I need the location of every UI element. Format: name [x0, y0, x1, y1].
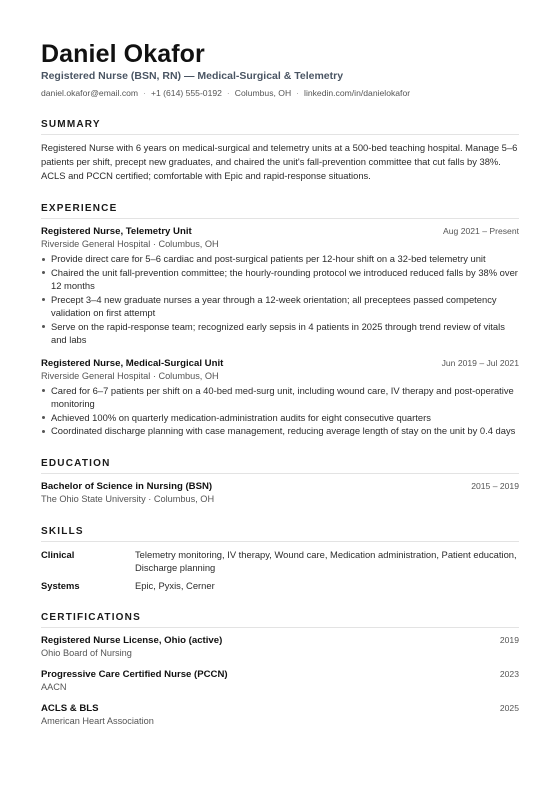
job-role: Registered Nurse, Medical-Surgical Unit — [41, 357, 224, 369]
skill-category: Clinical — [41, 548, 75, 560]
section-title: EXPERIENCE — [41, 203, 519, 219]
certification-header — [41, 702, 519, 715]
candidate-name: Daniel Okafor — [41, 40, 205, 68]
skill-category: Systems — [41, 579, 80, 591]
certification-header — [41, 668, 519, 681]
degree-name: Bachelor of Science in Nursing (BSN) — [41, 480, 213, 492]
education-header — [41, 480, 519, 493]
certification-name: ACLS & BLS — [41, 702, 99, 714]
candidate-headline: Registered Nurse (BSN, RN) — Medical-Surgical & Telemetry — [41, 70, 344, 82]
job-header — [41, 357, 519, 370]
certification-year: 2019 — [499, 634, 519, 645]
contact-separator: · — [226, 88, 230, 98]
skills-section — [41, 526, 519, 592]
summary-text: Registered Nurse with 6 years on medical-surgical and telemetry units at a 500-bed teaching hospital. Manage 5–6 patients per shift, precept new graduates, and chaired the unit's fall-prevention committee that cut falls by 38%. ACLS and PCCN certified; comfortable with Epic and rapid-response situations. — [41, 142, 518, 181]
education-entry — [41, 480, 519, 506]
certification-name: Progressive Care Certified Nurse (PCCN) — [41, 668, 228, 680]
skills-table — [41, 548, 519, 592]
certification-issuer: AACN — [41, 681, 67, 692]
skill-row — [41, 579, 519, 592]
job-dates: Aug 2021 – Present — [443, 226, 519, 236]
job-bullets — [41, 252, 519, 347]
section-title: SKILLS — [41, 526, 519, 542]
certification-year: 2025 — [499, 702, 519, 713]
job-bullet: Coordinated discharge planning with case management, reducing average length of stay on the unit by 0.4 days — [41, 424, 519, 438]
job-bullet: Provide direct care for 5–6 cardiac and post-surgical patients per 12-hour shift on a 32-bed telemetry unit — [41, 252, 519, 266]
job-entry — [41, 357, 519, 438]
education-section — [41, 458, 519, 506]
education-dates: 2015 – 2019 — [471, 480, 519, 491]
school-name: The Ohio State University · Columbus, OH — [41, 493, 215, 504]
job-bullet: Serve on the rapid-response team; recognized early sepsis in 4 patients in 2025 through trend review of vitals and labs — [41, 320, 519, 347]
contact-line — [41, 87, 519, 99]
certification-entry — [41, 702, 519, 728]
section-title: EDUCATION — [41, 458, 519, 474]
skill-items: Telemetry monitoring, IV therapy, Wound care, Medication administration, Patient education, Discharge planning — [135, 548, 517, 573]
job-bullet: Precept 3–4 new graduate nurses a year through a 12-week orientation; all preceptees passed competency validation on first attempt — [41, 293, 519, 320]
job-entry — [41, 225, 519, 347]
section-title: CERTIFICATIONS — [41, 612, 519, 628]
certification-issuer: Ohio Board of Nursing — [41, 647, 132, 658]
job-header — [41, 225, 519, 238]
skill-items: Epic, Pyxis, Cerner — [135, 579, 215, 591]
certification-header — [41, 634, 519, 647]
certification-year: 2023 — [499, 668, 519, 679]
contact-location: Columbus, OH — [234, 88, 292, 98]
certification-entry — [41, 668, 519, 694]
job-bullet: Chaired the unit fall-prevention committee; the hourly-rounding protocol we introduced reduced falls by 38% over 12 months — [41, 266, 519, 293]
job-bullet: Cared for 6–7 patients per shift on a 40-bed med-surg unit, including wound care, IV therapy and post-operative monitoring — [41, 384, 519, 411]
contact-email[interactable]: daniel.okafor@email.com — [41, 88, 139, 98]
job-role: Registered Nurse, Telemetry Unit — [41, 226, 192, 237]
certification-name: Registered Nurse License, Ohio (active) — [41, 634, 223, 646]
job-bullet: Achieved 100% on quarterly medication-administration audits for eight consecutive quarters — [41, 411, 519, 425]
contact-phone[interactable]: +1 (614) 555-0192 — [150, 88, 222, 98]
contact-separator: · — [296, 88, 300, 98]
resume-page — [41, 40, 519, 728]
job-organization: Riverside General Hospital · Columbus, OH — [41, 370, 219, 381]
experience-section — [41, 203, 519, 438]
job-dates: Jun 2019 – Jul 2021 — [441, 357, 519, 368]
certifications-section — [41, 612, 519, 728]
job-organization: Riverside General Hospital · Columbus, OH — [41, 239, 219, 249]
resume-header — [41, 40, 519, 99]
certification-entry — [41, 634, 519, 660]
contact-linkedin[interactable]: linkedin.com/in/danielokafor — [304, 88, 411, 98]
certification-issuer: American Heart Association — [41, 715, 154, 726]
skill-row — [41, 548, 519, 574]
job-bullets — [41, 384, 519, 438]
contact-separator: · — [143, 88, 146, 98]
section-title: SUMMARY — [41, 119, 519, 135]
summary-section — [41, 119, 519, 183]
